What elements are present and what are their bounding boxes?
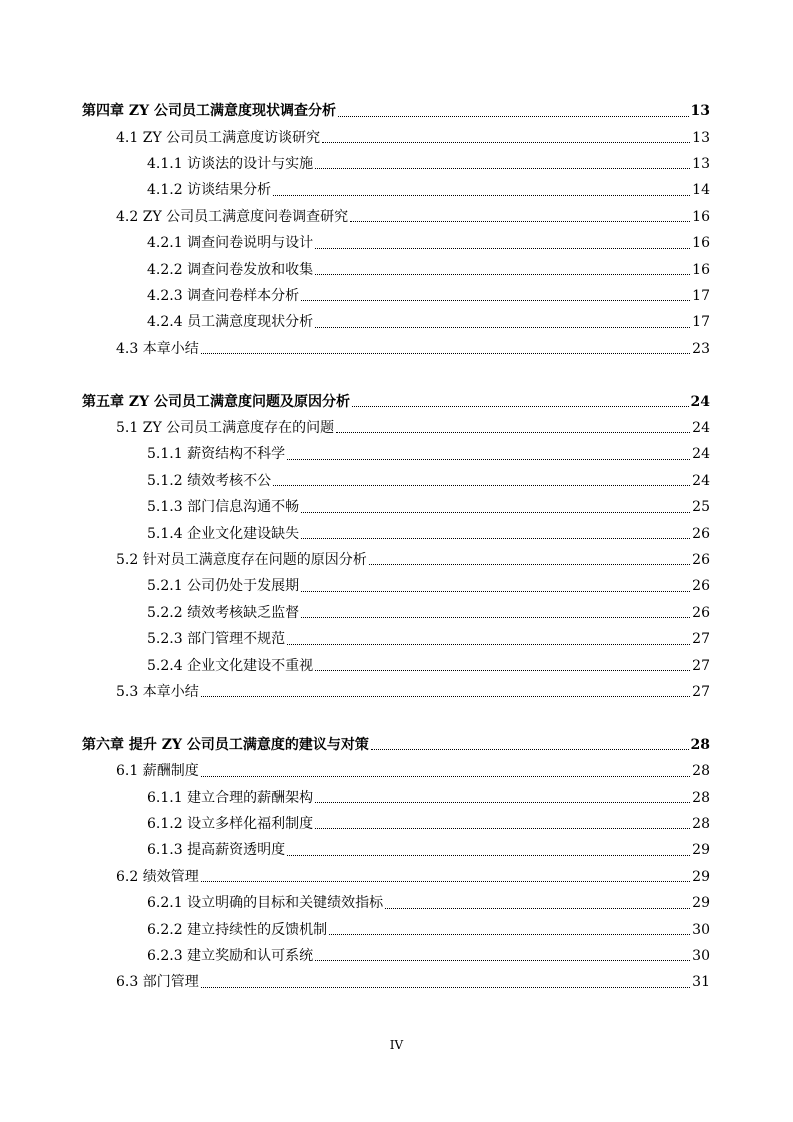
dot-leader xyxy=(201,776,690,777)
toc-section-entry[interactable] xyxy=(0,679,793,705)
toc-subsection-entry[interactable] xyxy=(0,151,793,177)
toc-section-entry[interactable] xyxy=(0,864,793,890)
toc-entry-page: 23 xyxy=(692,340,710,357)
dot-leader xyxy=(338,116,689,117)
toc-entry-title: 5.1.1 薪资结构不科学 xyxy=(147,446,286,463)
toc-entry-page: 28 xyxy=(692,789,710,806)
dot-leader xyxy=(315,248,690,249)
table-of-contents xyxy=(0,98,793,996)
toc-entry-title: 6.1.2 设立多样化福利制度 xyxy=(147,815,314,832)
toc-entry-page: 27 xyxy=(692,631,710,648)
toc-entry-page: 26 xyxy=(692,525,710,542)
dot-leader xyxy=(315,274,690,275)
toc-entry-title: 4.1.1 访谈法的设计与实施 xyxy=(147,155,314,172)
toc-entry-page: 13 xyxy=(690,103,710,120)
toc-section-entry[interactable] xyxy=(0,124,793,150)
dot-leader xyxy=(273,195,690,196)
dot-leader xyxy=(371,749,689,750)
dot-leader xyxy=(315,670,690,671)
toc-subsection-entry[interactable] xyxy=(0,837,793,863)
toc-entry-page: 24 xyxy=(692,472,710,489)
toc-entry-title: 5.2 针对员工满意度存在问题的原因分析 xyxy=(116,551,367,568)
toc-entry-page: 16 xyxy=(692,261,710,278)
toc-entry-title: 5.1.3 部门信息沟通不畅 xyxy=(147,499,300,516)
toc-entry-title: 6.3 部门管理 xyxy=(116,974,199,991)
toc-entry-page: 13 xyxy=(692,155,710,172)
toc-entry-page: 31 xyxy=(692,974,710,991)
dot-leader xyxy=(315,168,690,169)
toc-chapter-entry[interactable] xyxy=(0,388,793,414)
toc-entry-page: 27 xyxy=(692,657,710,674)
toc-subsection-entry[interactable] xyxy=(0,520,793,546)
toc-entry-page: 30 xyxy=(692,921,710,938)
toc-subsection-entry[interactable] xyxy=(0,652,793,678)
toc-entry-page: 24 xyxy=(692,419,710,436)
toc-entry-title: 4.2 ZY 公司员工满意度问卷调查研究 xyxy=(116,208,349,225)
toc-entry-page: 26 xyxy=(692,578,710,595)
dot-leader xyxy=(336,432,690,433)
dot-leader xyxy=(287,644,690,645)
dot-leader xyxy=(273,485,690,486)
toc-entry-title: 第五章 ZY 公司员工满意度问题及原因分析 xyxy=(82,393,350,410)
toc-entry-page: 16 xyxy=(692,208,710,225)
dot-leader xyxy=(201,881,690,882)
toc-entry-page: 29 xyxy=(692,868,710,885)
toc-entry-title: 5.3 本章小结 xyxy=(116,683,199,700)
toc-entry-title: 6.2.1 设立明确的目标和关键绩效指标 xyxy=(147,895,384,912)
toc-entry-title: 5.1 ZY 公司员工满意度存在的问题 xyxy=(116,419,335,436)
toc-entry-page: 29 xyxy=(692,895,710,912)
toc-entry-title: 6.1.1 建立合理的薪酬架构 xyxy=(147,789,314,806)
toc-section-entry[interactable] xyxy=(0,336,793,362)
toc-entry-title: 5.2.3 部门管理不规范 xyxy=(147,631,286,648)
toc-subsection-entry[interactable] xyxy=(0,256,793,282)
page-number: IV xyxy=(389,1038,404,1052)
toc-entry-title: 4.1 ZY 公司员工满意度访谈研究 xyxy=(116,129,321,146)
dot-leader xyxy=(301,512,690,513)
toc-entry-page: 25 xyxy=(692,499,710,516)
toc-entry-title: 4.2.1 调查问卷说明与设计 xyxy=(147,235,314,252)
toc-entry-title: 4.1.2 访谈结果分析 xyxy=(147,182,272,199)
toc-subsection-entry[interactable] xyxy=(0,626,793,652)
toc-section-entry[interactable] xyxy=(0,969,793,995)
toc-section-entry[interactable] xyxy=(0,204,793,230)
page-number-footer xyxy=(0,1038,793,1052)
toc-entry-page: 14 xyxy=(692,182,710,199)
toc-section-entry[interactable] xyxy=(0,547,793,573)
dot-leader xyxy=(301,591,690,592)
dot-leader xyxy=(352,406,689,407)
toc-entry-title: 5.2.2 绩效考核缺乏监督 xyxy=(147,604,300,621)
toc-entry-page: 28 xyxy=(690,736,710,753)
toc-subsection-entry[interactable] xyxy=(0,600,793,626)
toc-entry-page: 16 xyxy=(692,235,710,252)
dot-leader xyxy=(301,300,690,301)
toc-entry-page: 28 xyxy=(692,815,710,832)
dot-leader xyxy=(315,327,690,328)
toc-entry-page: 24 xyxy=(690,393,710,410)
dot-leader xyxy=(329,934,690,935)
toc-subsection-entry[interactable] xyxy=(0,468,793,494)
toc-entry-page: 27 xyxy=(692,683,710,700)
toc-subsection-entry[interactable] xyxy=(0,309,793,335)
toc-subsection-entry[interactable] xyxy=(0,230,793,256)
toc-subsection-entry[interactable] xyxy=(0,283,793,309)
dot-leader xyxy=(350,221,690,222)
dot-leader xyxy=(301,617,690,618)
dot-leader xyxy=(201,353,690,354)
toc-entry-page: 17 xyxy=(692,314,710,331)
toc-entry-page: 26 xyxy=(692,604,710,621)
section-gap xyxy=(0,705,793,732)
section-gap xyxy=(0,362,793,389)
toc-entry-title: 4.2.3 调查问卷样本分析 xyxy=(147,287,300,304)
toc-entry-title: 4.2.4 员工满意度现状分析 xyxy=(147,314,314,331)
toc-subsection-entry[interactable] xyxy=(0,890,793,916)
toc-chapter-entry[interactable] xyxy=(0,732,793,758)
dot-leader xyxy=(369,564,690,565)
dot-leader xyxy=(201,987,690,988)
dot-leader xyxy=(287,855,690,856)
toc-entry-title: 第四章 ZY 公司员工满意度现状调查分析 xyxy=(82,103,336,120)
toc-entry-page: 24 xyxy=(692,446,710,463)
toc-entry-title: 4.3 本章小结 xyxy=(116,340,199,357)
toc-subsection-entry[interactable] xyxy=(0,441,793,467)
toc-entry-page: 30 xyxy=(692,947,710,964)
toc-entry-title: 6.2.3 建立奖励和认可系统 xyxy=(147,947,314,964)
toc-entry-title: 6.2 绩效管理 xyxy=(116,868,199,885)
toc-entry-page: 17 xyxy=(692,287,710,304)
dot-leader xyxy=(315,828,690,829)
dot-leader xyxy=(315,960,690,961)
toc-entry-page: 26 xyxy=(692,551,710,568)
dot-leader xyxy=(385,908,690,909)
dot-leader xyxy=(301,538,690,539)
toc-subsection-entry[interactable] xyxy=(0,943,793,969)
toc-chapter-entry[interactable] xyxy=(0,98,793,124)
toc-entry-title: 6.1 薪酬制度 xyxy=(116,763,199,780)
toc-subsection-entry[interactable] xyxy=(0,811,793,837)
toc-entry-title: 5.2.4 企业文化建设不重视 xyxy=(147,657,314,674)
toc-subsection-entry[interactable] xyxy=(0,784,793,810)
toc-subsection-entry[interactable] xyxy=(0,573,793,599)
toc-subsection-entry[interactable] xyxy=(0,177,793,203)
toc-entry-title: 6.1.3 提高薪资透明度 xyxy=(147,842,286,859)
dot-leader xyxy=(201,696,690,697)
toc-section-entry[interactable] xyxy=(0,758,793,784)
toc-entry-title: 第六章 提升 ZY 公司员工满意度的建议与对策 xyxy=(82,736,369,753)
toc-subsection-entry[interactable] xyxy=(0,916,793,942)
toc-entry-page: 13 xyxy=(692,129,710,146)
toc-section-entry[interactable] xyxy=(0,415,793,441)
toc-entry-title: 5.1.2 绩效考核不公 xyxy=(147,472,272,489)
dot-leader xyxy=(322,142,690,143)
toc-entry-title: 5.1.4 企业文化建设缺失 xyxy=(147,525,300,542)
dot-leader xyxy=(287,459,690,460)
toc-entry-title: 6.2.2 建立持续性的反馈机制 xyxy=(147,921,328,938)
toc-entry-title: 5.2.1 公司仍处于发展期 xyxy=(147,578,300,595)
toc-subsection-entry[interactable] xyxy=(0,494,793,520)
toc-entry-page: 29 xyxy=(692,842,710,859)
toc-entry-title: 4.2.2 调查问卷发放和收集 xyxy=(147,261,314,278)
toc-entry-page: 28 xyxy=(692,763,710,780)
dot-leader xyxy=(315,802,690,803)
